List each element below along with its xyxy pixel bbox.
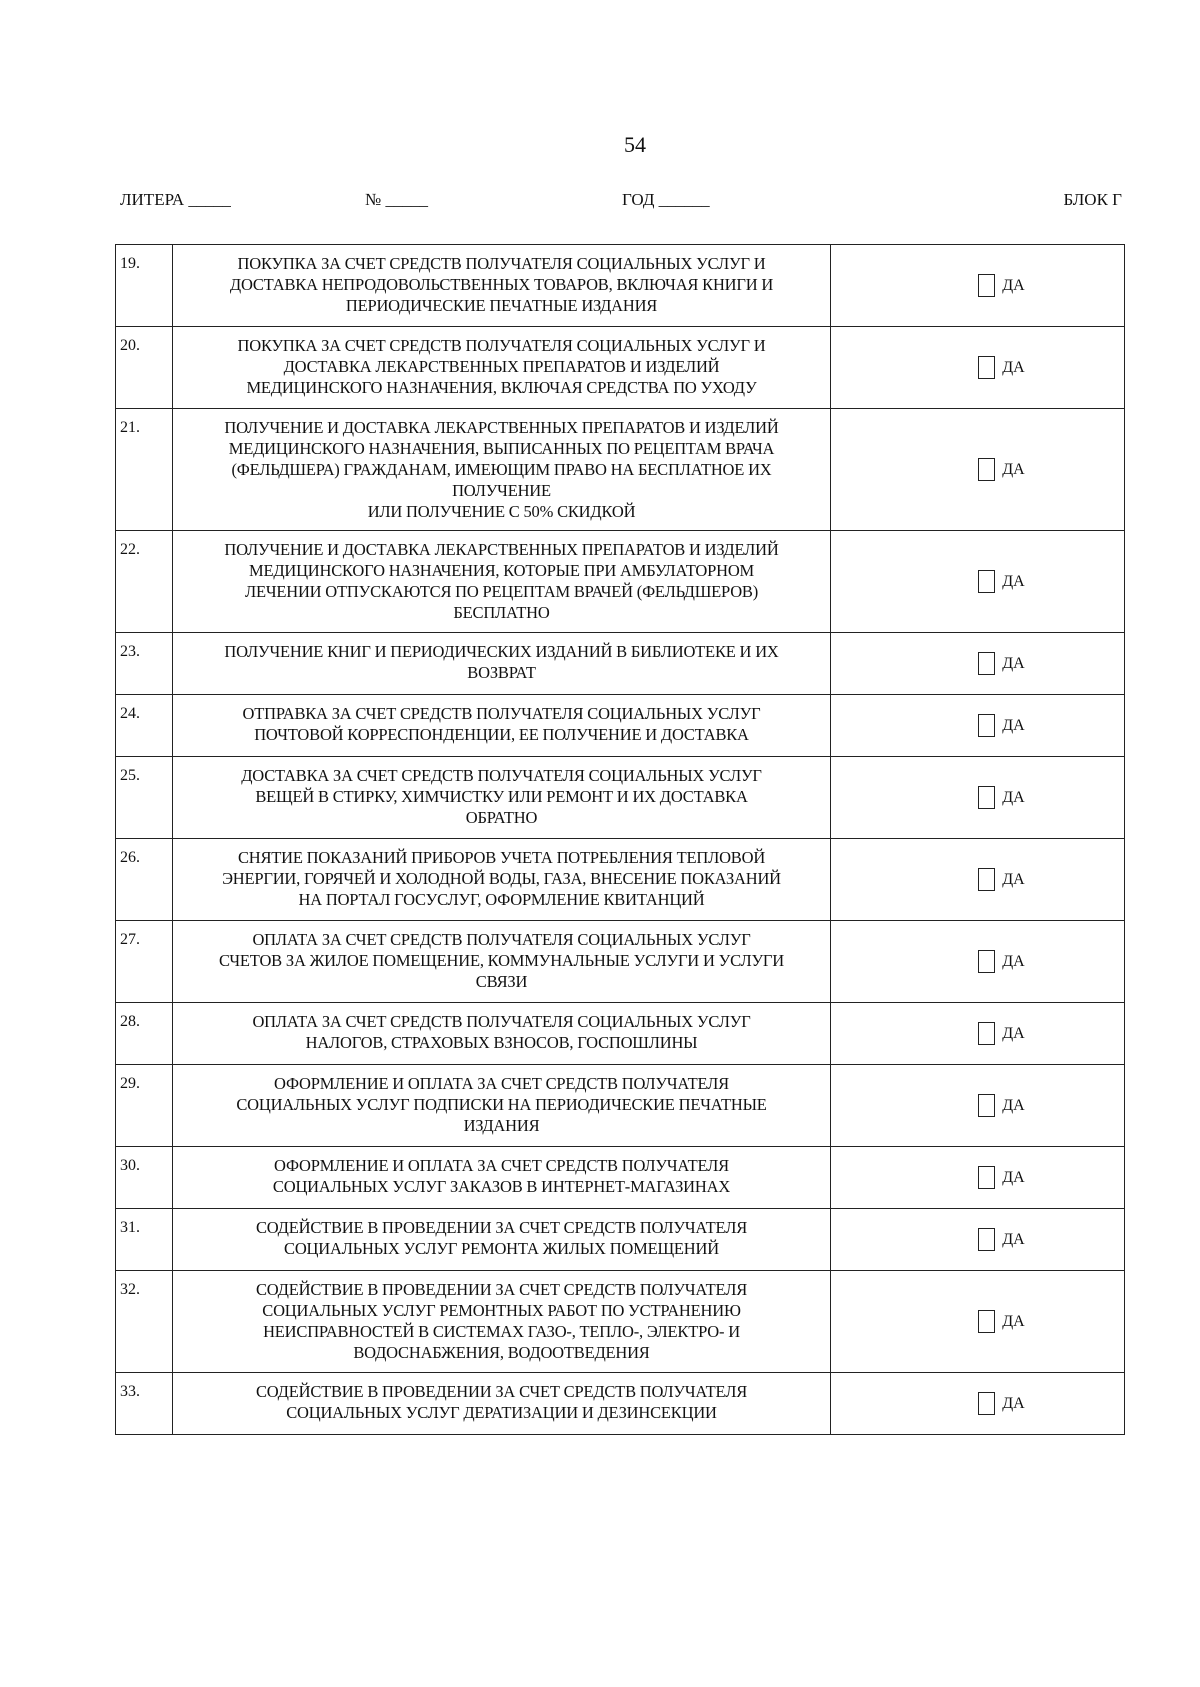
yes-label: ДА — [1002, 1096, 1025, 1114]
yes-option[interactable] — [832, 1228, 1123, 1251]
service-description: ОФОРМЛЕНИЕ И ОПЛАТА ЗА СЧЕТ СРЕДСТВ ПОЛУЧАТЕЛЯ СОЦИАЛЬНЫХ УСЛУГ ЗАКАЗОВ В ИНТЕРНЕТ-МАГАЗИНАХ — [173, 1147, 831, 1209]
service-description: СОДЕЙСТВИЕ В ПРОВЕДЕНИИ ЗА СЧЕТ СРЕДСТВ ПОЛУЧАТЕЛЯ СОЦИАЛЬНЫХ УСЛУГ РЕМОНТНЫХ РАБОТ ПО УСТРАНЕНИЮ НЕИСПРАВНОСТЕЙ В СИСТЕМАХ ГАЗО-, ТЕПЛО-, ЭЛЕКТРО- И ВОДОСНАБЖЕНИЯ, ВОДООТВЕДЕНИЯ — [173, 1271, 831, 1373]
yes-option[interactable] — [832, 356, 1123, 379]
table-row — [116, 1065, 1125, 1147]
row-number: 25. — [116, 757, 173, 839]
yes-option[interactable] — [832, 714, 1123, 737]
service-description: СОДЕЙСТВИЕ В ПРОВЕДЕНИИ ЗА СЧЕТ СРЕДСТВ ПОЛУЧАТЕЛЯ СОЦИАЛЬНЫХ УСЛУГ ДЕРАТИЗАЦИИ И ДЕЗИНСЕКЦИИ — [173, 1373, 831, 1435]
row-number: 23. — [116, 633, 173, 695]
table-row — [116, 245, 1125, 327]
row-number: 33. — [116, 1373, 173, 1435]
row-number: 32. — [116, 1271, 173, 1373]
yes-option[interactable] — [832, 274, 1123, 297]
service-description: ПОКУПКА ЗА СЧЕТ СРЕДСТВ ПОЛУЧАТЕЛЯ СОЦИАЛЬНЫХ УСЛУГ И ДОСТАВКА ЛЕКАРСТВЕННЫХ ПРЕПАРАТОВ И ИЗДЕЛИЙ МЕДИЦИНСКОГО НАЗНАЧЕНИЯ, ВКЛЮЧАЯ СРЕДСТВА ПО УХОДУ — [173, 327, 831, 409]
yes-label: ДА — [1002, 1312, 1025, 1330]
yes-label: ДА — [1002, 654, 1025, 672]
service-description: ПОЛУЧЕНИЕ И ДОСТАВКА ЛЕКАРСТВЕННЫХ ПРЕПАРАТОВ И ИЗДЕЛИЙ МЕДИЦИНСКОГО НАЗНАЧЕНИЯ, КОТОРЫЕ ПРИ АМБУЛАТОРНОМ ЛЕЧЕНИИ ОТПУСКАЮТСЯ ПО РЕЦЕПТАМ ВРАЧЕЙ (ФЕЛЬДШЕРОВ) БЕСПЛАТНО — [173, 531, 831, 633]
service-description: ПОЛУЧЕНИЕ И ДОСТАВКА ЛЕКАРСТВЕННЫХ ПРЕПАРАТОВ И ИЗДЕЛИЙ МЕДИЦИНСКОГО НАЗНАЧЕНИЯ, ВЫПИСАННЫХ ПО РЕЦЕПТАМ ВРАЧА (ФЕЛЬДШЕРА) ГРАЖДАНАМ, ИМЕЮЩИМ ПРАВО НА БЕСПЛАТНОЕ ИХ ПОЛУЧЕНИЕ ИЛИ ПОЛУЧЕНИЕ С 50% СКИДКОЙ — [173, 409, 831, 531]
yes-checkbox[interactable] — [978, 950, 995, 973]
yes-label: ДА — [1002, 1394, 1025, 1412]
service-description: ОПЛАТА ЗА СЧЕТ СРЕДСТВ ПОЛУЧАТЕЛЯ СОЦИАЛЬНЫХ УСЛУГ НАЛОГОВ, СТРАХОВЫХ ВЗНОСОВ, ГОСПОШЛИНЫ — [173, 1003, 831, 1065]
answer-cell — [831, 633, 1125, 695]
answer-cell — [831, 695, 1125, 757]
table-row — [116, 839, 1125, 921]
table-row — [116, 409, 1125, 531]
page-number: 54 — [624, 132, 646, 157]
yes-checkbox[interactable] — [978, 458, 995, 481]
answer-cell — [831, 245, 1125, 327]
table-row — [116, 327, 1125, 409]
yes-option[interactable] — [832, 1022, 1123, 1045]
answer-cell — [831, 1373, 1125, 1435]
yes-label: ДА — [1002, 572, 1025, 590]
row-number: 27. — [116, 921, 173, 1003]
service-description: ОТПРАВКА ЗА СЧЕТ СРЕДСТВ ПОЛУЧАТЕЛЯ СОЦИАЛЬНЫХ УСЛУГ ПОЧТОВОЙ КОРРЕСПОНДЕНЦИИ, ЕЕ ПОЛУЧЕНИЕ И ДОСТАВКА — [173, 695, 831, 757]
answer-cell — [831, 921, 1125, 1003]
row-number: 29. — [116, 1065, 173, 1147]
row-number: 21. — [116, 409, 173, 531]
row-number: 22. — [116, 531, 173, 633]
yes-checkbox[interactable] — [978, 652, 995, 675]
answer-cell — [831, 409, 1125, 531]
table-row — [116, 757, 1125, 839]
yes-option[interactable] — [832, 1310, 1123, 1333]
answer-cell — [831, 1147, 1125, 1209]
service-description: ОПЛАТА ЗА СЧЕТ СРЕДСТВ ПОЛУЧАТЕЛЯ СОЦИАЛЬНЫХ УСЛУГ СЧЕТОВ ЗА ЖИЛОЕ ПОМЕЩЕНИЕ, КОММУНАЛЬНЫЕ УСЛУГИ И УСЛУГИ СВЯЗИ — [173, 921, 831, 1003]
table-row — [116, 633, 1125, 695]
service-description: ДОСТАВКА ЗА СЧЕТ СРЕДСТВ ПОЛУЧАТЕЛЯ СОЦИАЛЬНЫХ УСЛУГ ВЕЩЕЙ В СТИРКУ, ХИМЧИСТКУ ИЛИ РЕМОНТ И ИХ ДОСТАВКА ОБРАТНО — [173, 757, 831, 839]
table-row — [116, 1209, 1125, 1271]
yes-checkbox[interactable] — [978, 714, 995, 737]
yes-checkbox[interactable] — [978, 1022, 995, 1045]
service-description: ПОКУПКА ЗА СЧЕТ СРЕДСТВ ПОЛУЧАТЕЛЯ СОЦИАЛЬНЫХ УСЛУГ И ДОСТАВКА НЕПРОДОВОЛЬСТВЕННЫХ ТОВАРОВ, ВКЛЮЧАЯ КНИГИ И ПЕРИОДИЧЕСКИЕ ПЕЧАТНЫЕ ИЗДАНИЯ — [173, 245, 831, 327]
answer-cell — [831, 1271, 1125, 1373]
yes-option[interactable] — [832, 1094, 1123, 1117]
table-row — [116, 1147, 1125, 1209]
answer-cell — [831, 531, 1125, 633]
year-field[interactable]: ГОД ______ — [622, 190, 710, 209]
yes-option[interactable] — [832, 786, 1123, 809]
yes-label: ДА — [1002, 460, 1025, 478]
yes-checkbox[interactable] — [978, 1310, 995, 1333]
yes-checkbox[interactable] — [978, 1392, 995, 1415]
block-label: БЛОК Г — [1063, 190, 1122, 209]
answer-cell — [831, 757, 1125, 839]
yes-option[interactable] — [832, 458, 1123, 481]
answer-cell — [831, 1065, 1125, 1147]
number-field[interactable]: № _____ — [365, 190, 428, 209]
answer-cell — [831, 327, 1125, 409]
table-row — [116, 531, 1125, 633]
row-number: 19. — [116, 245, 173, 327]
yes-label: ДА — [1002, 358, 1025, 376]
yes-option[interactable] — [832, 950, 1123, 973]
row-number: 31. — [116, 1209, 173, 1271]
row-number: 24. — [116, 695, 173, 757]
yes-checkbox[interactable] — [978, 868, 995, 891]
yes-option[interactable] — [832, 1392, 1123, 1415]
yes-label: ДА — [1002, 870, 1025, 888]
table-row — [116, 1271, 1125, 1373]
yes-label: ДА — [1002, 1168, 1025, 1186]
answer-cell — [831, 1003, 1125, 1065]
service-description: СОДЕЙСТВИЕ В ПРОВЕДЕНИИ ЗА СЧЕТ СРЕДСТВ ПОЛУЧАТЕЛЯ СОЦИАЛЬНЫХ УСЛУГ РЕМОНТА ЖИЛЫХ ПОМЕЩЕНИЙ — [173, 1209, 831, 1271]
yes-label: ДА — [1002, 788, 1025, 806]
yes-option[interactable] — [832, 868, 1123, 891]
yes-checkbox[interactable] — [978, 356, 995, 379]
table-row — [116, 1373, 1125, 1435]
answer-cell — [831, 839, 1125, 921]
table-row — [116, 921, 1125, 1003]
yes-option[interactable] — [832, 652, 1123, 675]
service-description: ПОЛУЧЕНИЕ КНИГ И ПЕРИОДИЧЕСКИХ ИЗДАНИЙ В БИБЛИОТЕКЕ И ИХ ВОЗВРАТ — [173, 633, 831, 695]
table-row — [116, 1003, 1125, 1065]
row-number: 30. — [116, 1147, 173, 1209]
form-header — [120, 190, 1122, 220]
yes-label: ДА — [1002, 1024, 1025, 1042]
yes-checkbox[interactable] — [978, 274, 995, 297]
yes-checkbox[interactable] — [978, 1094, 995, 1117]
yes-checkbox[interactable] — [978, 1228, 995, 1251]
yes-label: ДА — [1002, 1230, 1025, 1248]
yes-option[interactable] — [832, 570, 1123, 593]
row-number: 28. — [116, 1003, 173, 1065]
row-number: 26. — [116, 839, 173, 921]
yes-checkbox[interactable] — [978, 786, 995, 809]
row-number: 20. — [116, 327, 173, 409]
services-table — [115, 244, 1125, 1435]
service-description: СНЯТИЕ ПОКАЗАНИЙ ПРИБОРОВ УЧЕТА ПОТРЕБЛЕНИЯ ТЕПЛОВОЙ ЭНЕРГИИ, ГОРЯЧЕЙ И ХОЛОДНОЙ ВОДЫ, ГАЗА, ВНЕСЕНИЕ ПОКАЗАНИЙ НА ПОРТАЛ ГОСУСЛУГ, ОФОРМЛЕНИЕ КВИТАНЦИЙ — [173, 839, 831, 921]
service-description: ОФОРМЛЕНИЕ И ОПЛАТА ЗА СЧЕТ СРЕДСТВ ПОЛУЧАТЕЛЯ СОЦИАЛЬНЫХ УСЛУГ ПОДПИСКИ НА ПЕРИОДИЧЕСКИЕ ПЕЧАТНЫЕ ИЗДАНИЯ — [173, 1065, 831, 1147]
yes-label: ДА — [1002, 716, 1025, 734]
answer-cell — [831, 1209, 1125, 1271]
yes-label: ДА — [1002, 952, 1025, 970]
yes-label: ДА — [1002, 276, 1025, 294]
litera-field[interactable]: ЛИТЕРА _____ — [120, 190, 231, 209]
yes-option[interactable] — [832, 1166, 1123, 1189]
table-row — [116, 695, 1125, 757]
yes-checkbox[interactable] — [978, 1166, 995, 1189]
yes-checkbox[interactable] — [978, 570, 995, 593]
